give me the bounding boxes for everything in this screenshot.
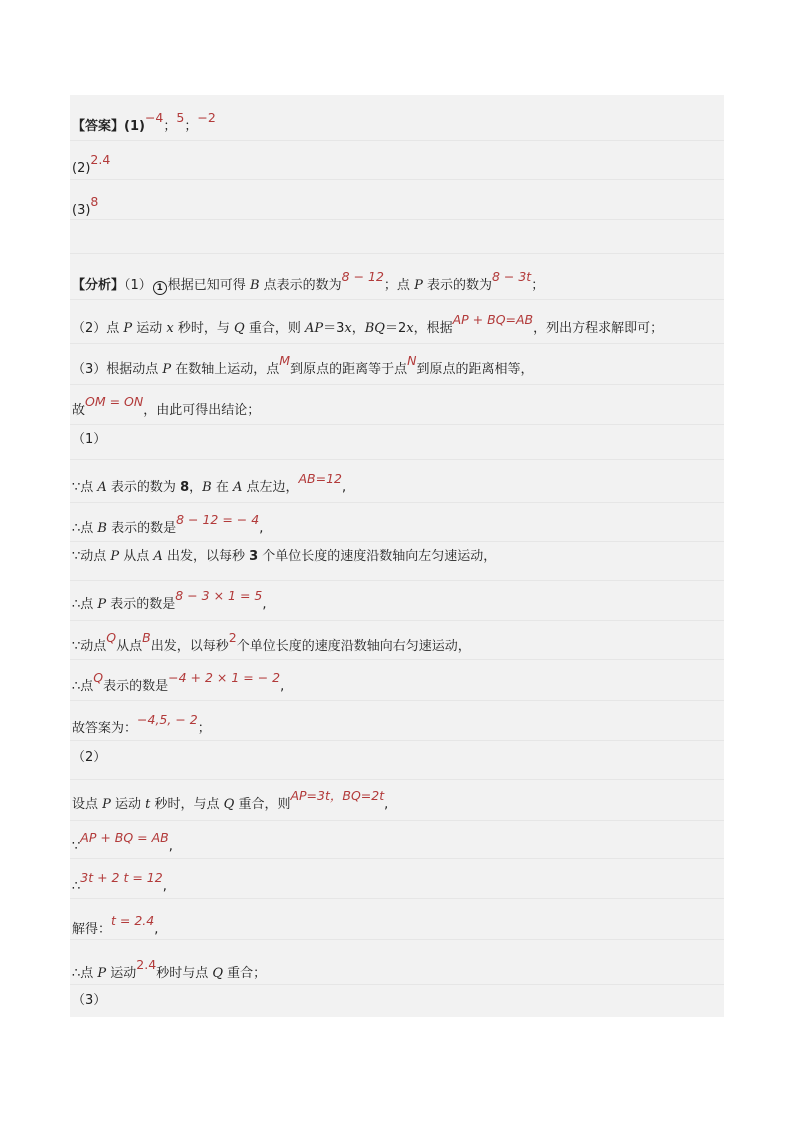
text: （3）	[72, 993, 107, 1008]
text: ∴	[72, 879, 81, 894]
var: B	[202, 480, 212, 495]
divider	[70, 219, 724, 220]
solution1-line-6	[72, 670, 285, 695]
analysis-line-1	[72, 269, 545, 295]
var: A	[153, 549, 163, 564]
answer-tag: 【答案】	[72, 119, 125, 134]
solution1-line-4	[72, 588, 267, 613]
divider	[70, 253, 724, 254]
formula: OM = ON	[85, 394, 144, 409]
text: 个单位长度的速度沿数轴向右匀速运动，	[236, 639, 471, 654]
text: ；	[531, 278, 545, 293]
solution3-heading	[72, 993, 106, 1009]
var: A	[97, 480, 107, 495]
answer-value-3: −2	[197, 110, 216, 125]
divider	[70, 620, 724, 621]
text: ∴点	[72, 597, 98, 612]
text: 从点	[116, 639, 143, 654]
text: ,	[162, 879, 167, 894]
var: P	[97, 597, 107, 612]
text: ,	[168, 839, 173, 854]
answer-part3-label: (3)	[72, 203, 91, 218]
solution1-line-3	[72, 549, 496, 565]
text: 故答案为：	[72, 721, 138, 736]
text: （2）点	[72, 321, 124, 336]
text: ∴点	[72, 521, 98, 536]
text: ∴点	[72, 966, 98, 981]
text: 根据已知可得	[167, 278, 250, 293]
text: 到原点的距离等于点	[290, 362, 408, 377]
divider	[70, 659, 724, 660]
var: x	[344, 321, 352, 336]
formula: 3t + 2 t = 12	[80, 870, 163, 885]
formula: B	[142, 630, 151, 645]
text: ,	[259, 521, 264, 536]
text: 重合，则	[244, 321, 305, 336]
text: 运动	[106, 966, 137, 981]
divider	[70, 459, 724, 460]
solution2-line-5	[72, 957, 267, 982]
var: P	[414, 278, 423, 293]
solution2-line-1	[72, 788, 389, 813]
formula: 2.4	[136, 957, 157, 972]
answer-line-1	[72, 110, 216, 135]
text: ＝3	[323, 321, 345, 336]
text: 个单位长度的速度沿数轴向左匀速运动，	[258, 549, 497, 564]
text: ＝2	[384, 321, 407, 336]
text: 出发，以每秒	[162, 549, 250, 564]
solution1-heading	[72, 432, 106, 448]
formula: AB=12	[298, 471, 342, 486]
text: ,	[154, 922, 159, 937]
text: 点表示的数为	[259, 278, 342, 293]
divider	[70, 179, 724, 180]
divider	[70, 740, 724, 741]
formula: 8 − 3t	[491, 269, 532, 284]
divider	[70, 820, 724, 821]
var: B	[97, 521, 107, 536]
formula: −4 + 2 × 1 = − 2	[168, 670, 281, 685]
analysis-line-2	[72, 312, 664, 337]
answer-value-1: −4	[144, 110, 164, 125]
text: ，	[189, 480, 203, 495]
text: 运动	[110, 797, 146, 812]
answer-line-3	[72, 194, 99, 219]
var: P	[97, 966, 107, 981]
text: 设点	[72, 797, 103, 812]
text: 在数轴上运动，点	[171, 362, 280, 377]
var: P	[110, 549, 120, 564]
var: BQ	[364, 321, 385, 336]
var: P	[162, 362, 172, 377]
text: ，	[351, 321, 365, 336]
answer-value-2: 5	[176, 110, 185, 125]
answer-part2-value: 2.4	[90, 152, 111, 167]
answer-part2-label: (2)	[72, 161, 91, 176]
var: x	[406, 321, 414, 336]
text: 表示的数是	[106, 597, 176, 612]
text: ；点	[383, 278, 415, 293]
divider	[70, 140, 724, 141]
solution1-line-7	[72, 712, 211, 737]
text: 重合，则	[234, 797, 291, 812]
var: t	[145, 797, 151, 812]
text: 出发，以每秒	[150, 639, 229, 654]
text: 秒时与点	[156, 966, 213, 981]
text: 在	[211, 480, 233, 495]
text: ，列出方程求解即可；	[533, 321, 664, 336]
text: ∴点	[72, 679, 94, 694]
divider	[70, 299, 724, 300]
divider	[70, 779, 724, 780]
text: ，根据	[413, 321, 453, 336]
formula: 8 − 3 × 1 = 5	[175, 588, 263, 603]
divider	[70, 939, 724, 940]
text: 到原点的距离相等，	[416, 362, 534, 377]
text: 表示的数为	[106, 480, 181, 495]
text: ；	[197, 721, 211, 736]
text: 表示的数为	[422, 278, 492, 293]
formula: 2	[228, 630, 237, 645]
text: 秒时，与	[173, 321, 235, 336]
var: Q	[234, 321, 245, 336]
answer-line-2	[72, 152, 111, 177]
var: B	[249, 278, 260, 293]
text: （2）	[72, 750, 107, 765]
var: Q	[223, 797, 235, 812]
text: ∵动点	[72, 639, 107, 654]
text: ,	[262, 597, 267, 612]
solution1-line-5	[72, 630, 471, 655]
divider	[70, 580, 724, 581]
text: 重合；	[223, 966, 267, 981]
text: ,	[280, 679, 285, 694]
text: （1）	[72, 432, 107, 447]
text: ∵点	[72, 480, 98, 495]
solution1-line-1	[72, 471, 347, 496]
text: 点左边，	[242, 480, 299, 495]
var: AP	[304, 321, 324, 336]
text: 表示的数是	[106, 521, 177, 536]
divider	[70, 541, 724, 542]
answer-part1-label: (1)	[124, 119, 145, 134]
circled-number: 1	[153, 281, 167, 295]
text: ，由此可得出结论；	[143, 403, 261, 418]
text: 运动	[132, 321, 167, 336]
formula: AP=3t，BQ=2t	[290, 788, 385, 803]
separator: ；	[184, 119, 198, 134]
answer-part3-value: 8	[90, 194, 99, 209]
divider	[70, 898, 724, 899]
divider	[70, 502, 724, 503]
text: ∵动点	[72, 549, 111, 564]
var: Q	[212, 966, 223, 981]
text: 解得：	[72, 922, 112, 937]
solution2-line-3	[72, 870, 167, 895]
formula: t = 2.4	[111, 913, 155, 928]
var: P	[123, 321, 133, 336]
text: 从点	[119, 549, 154, 564]
text: 故	[72, 403, 86, 418]
separator: ；	[163, 119, 177, 134]
formula: AP + BQ = AB	[80, 830, 169, 845]
formula: Q	[93, 670, 104, 685]
solution1-line-2	[72, 512, 264, 537]
formula: Q	[106, 630, 117, 645]
formula: AP + BQ=AB	[452, 312, 534, 327]
formula: N	[407, 353, 417, 368]
text: 8	[180, 480, 190, 495]
text: 秒时，与点	[150, 797, 224, 812]
divider	[70, 384, 724, 385]
text: （3）根据动点	[72, 362, 163, 377]
var: x	[166, 321, 174, 336]
formula: M	[279, 353, 291, 368]
analysis-line-4	[72, 394, 261, 419]
divider	[70, 858, 724, 859]
var: A	[232, 480, 243, 495]
formula: 8 − 12 = − 4	[176, 512, 260, 527]
formula: 8 − 12	[341, 269, 384, 284]
text: ∵	[72, 839, 81, 854]
text: ,	[384, 797, 389, 812]
analysis-tag: 【分析】	[72, 278, 125, 293]
divider	[70, 424, 724, 425]
text: 表示的数是	[103, 679, 169, 694]
formula: −4,5, − 2	[137, 712, 198, 727]
var: P	[102, 797, 111, 812]
divider	[70, 700, 724, 701]
solution2-heading	[72, 750, 106, 766]
solution2-line-2	[72, 830, 173, 855]
solution2-line-4	[72, 913, 159, 938]
analysis-line-3	[72, 353, 534, 378]
text: 3	[249, 549, 259, 564]
text: （1）	[124, 278, 152, 293]
text: ,	[342, 480, 347, 495]
divider	[70, 343, 724, 344]
divider	[70, 984, 724, 985]
